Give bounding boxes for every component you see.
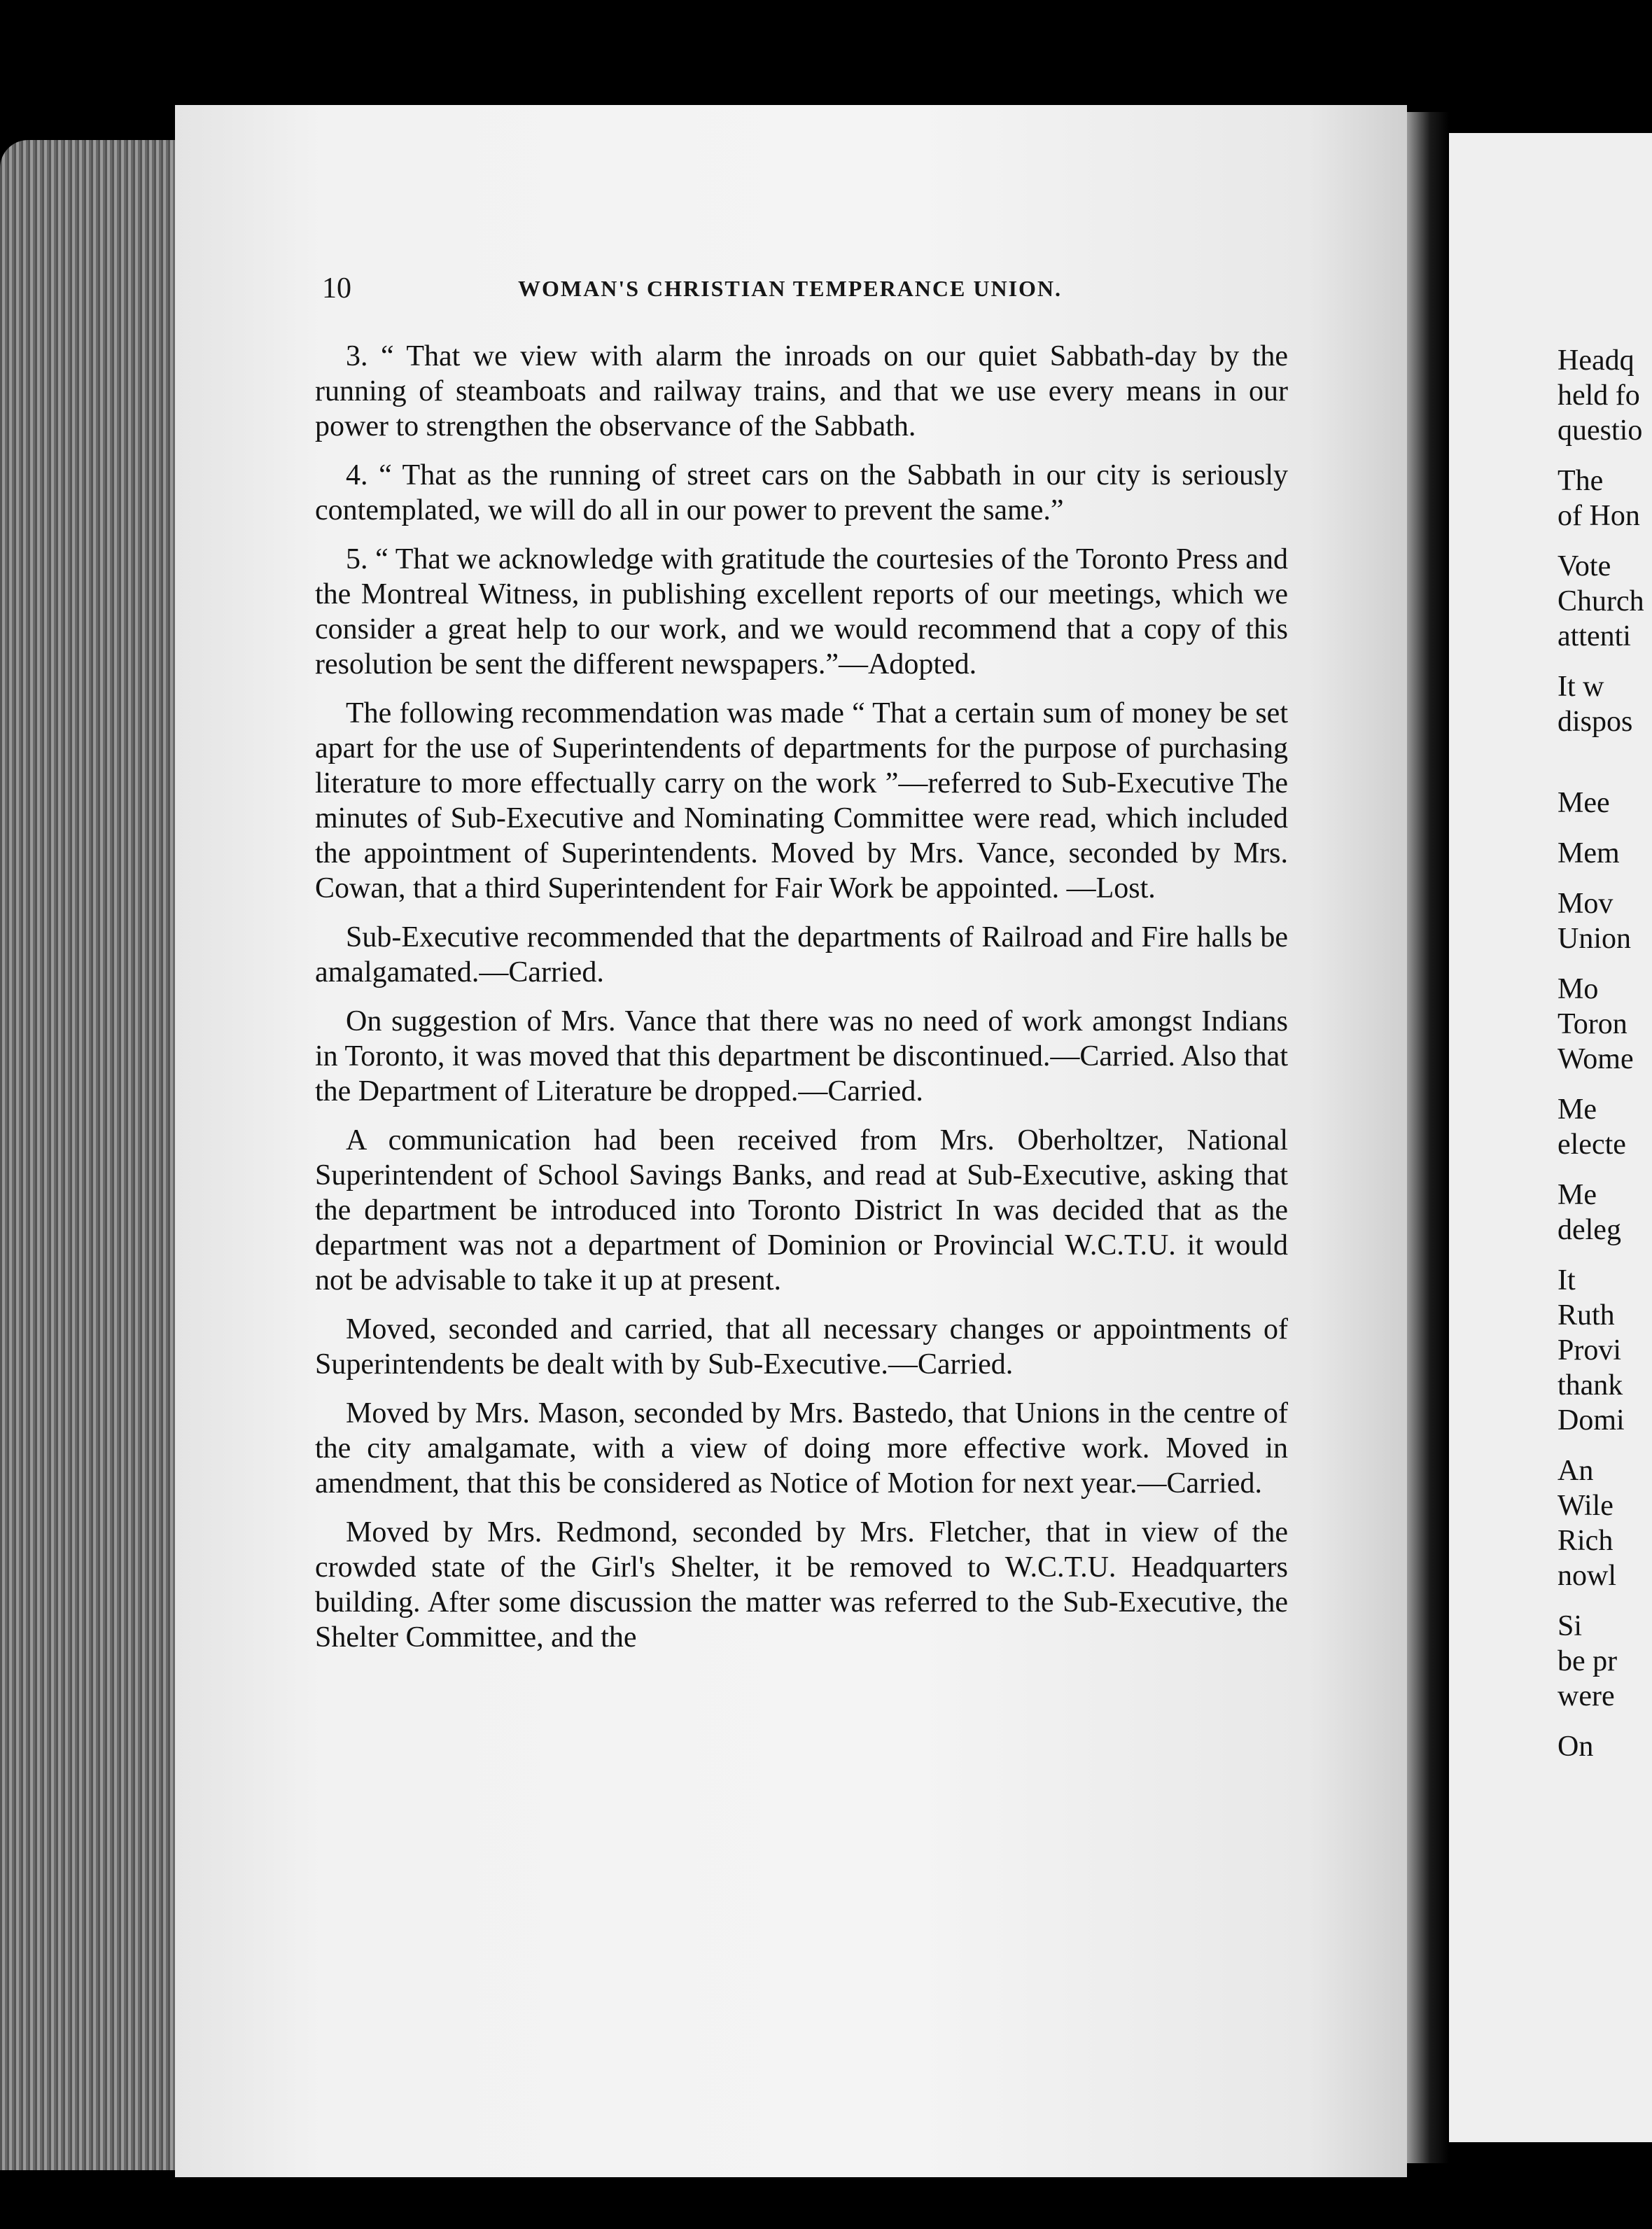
right-page-line: The xyxy=(1558,465,1604,497)
right-page-line: Provi xyxy=(1558,1334,1622,1367)
right-page-line xyxy=(1558,1593,1652,1609)
left-page-body xyxy=(315,339,1288,1669)
right-page-line: Mee xyxy=(1558,787,1610,819)
paragraph: Sub-Executive recommended that the departments of Railroad and Fire halls be amalgamated.—Carried. xyxy=(315,921,1288,988)
paragraph: Moved by Mrs. Mason, seconded by Mrs. Bastedo, that Unions in the centre of the city amalgamate, with a view of doing more effective work. Moved in amendment, that this be considered as Notice of Motion for next year.—Carried. xyxy=(315,1397,1288,1500)
right-page-line: nowl xyxy=(1558,1560,1616,1592)
right-page-line: Wile xyxy=(1558,1490,1614,1522)
right-page-line xyxy=(1558,1714,1652,1729)
right-page-line: Mo xyxy=(1558,973,1599,1005)
right-page-line: Rich xyxy=(1558,1525,1614,1557)
right-page-line xyxy=(1558,654,1652,669)
page-edges xyxy=(0,140,175,2170)
right-page-line: Church xyxy=(1558,585,1644,617)
right-page-line: of Hon xyxy=(1558,500,1640,532)
right-page-line: were xyxy=(1558,1680,1615,1712)
right-page-line: It w xyxy=(1558,671,1604,703)
right-page-line: Me xyxy=(1558,1179,1597,1211)
page-number: 10 xyxy=(322,272,351,305)
right-page-line: Toron xyxy=(1558,1008,1628,1040)
right-page-line: held fo xyxy=(1558,379,1640,412)
right-page-line: be pr xyxy=(1558,1645,1618,1677)
right-page-line: Headq xyxy=(1558,344,1634,377)
right-page-line: Vote xyxy=(1558,550,1611,582)
right-page-line: Mov xyxy=(1558,888,1614,920)
running-head: WOMAN'S CHRISTIAN TEMPERANCE UNION. xyxy=(518,276,1063,301)
paragraph: 4. “ That as the running of street cars on the Sabbath in our city is seriously contemplated, we will do all in our power to prevent the same.” xyxy=(315,459,1288,526)
right-page-line xyxy=(1558,820,1652,836)
right-page-line xyxy=(1558,1162,1652,1178)
right-page-text xyxy=(1558,343,1652,1764)
right-page-line: Union xyxy=(1558,923,1631,955)
right-page-line xyxy=(1558,770,1652,785)
right-page-line: An xyxy=(1558,1455,1594,1487)
book-gutter xyxy=(1407,112,1449,2163)
right-page-line: dispos xyxy=(1558,706,1633,738)
right-page-line xyxy=(1558,533,1652,549)
right-page-line xyxy=(1558,956,1652,972)
page-header xyxy=(322,267,1281,309)
right-page-line xyxy=(1558,1077,1652,1092)
paragraph: The following recommendation was made “ That a certain sum of money be set apart for the use of Superintendents of departments for the purpose of purchasing literature to more effectually carry on the work ”—referred to Sub-Executive The minutes of Sub-Executive and Nominating Committee were read, which included the appointment of Superintendents. Moved by Mrs. Vance, seconded by Mrs. Cowan, that a third Superintendent for Fair Work be appointed. —Lost. xyxy=(315,697,1288,904)
paragraph: 3. “ That we view with alarm the inroads on our quiet Sabbath-day by the running of steamboats and railway trains, and that we use every means in our power to strengthen the observance of the Sabbath. xyxy=(315,340,1288,442)
right-page-line: deleg xyxy=(1558,1214,1621,1246)
right-page-line xyxy=(1558,871,1652,886)
right-page-line: Domi xyxy=(1558,1404,1625,1437)
right-page-line: Ruth xyxy=(1558,1299,1615,1332)
right-page-line xyxy=(1558,448,1652,463)
right-page-line xyxy=(1558,1438,1652,1453)
right-page-line: attenti xyxy=(1558,620,1631,652)
right-page-line: Wome xyxy=(1558,1043,1634,1075)
right-page-line xyxy=(1558,755,1652,770)
paragraph: A communication had been received from Mrs. Oberholtzer, National Superintendent of School Savings Banks, and read at Sub-Executive, asking that the department be introduced into Toronto District In was decided that as the department was not a department of Dominion or Provincial W.C.T.U. it would not be advisable to take it up at present. xyxy=(315,1124,1288,1297)
right-page-line xyxy=(1558,1248,1652,1263)
right-page-line xyxy=(1558,739,1652,755)
paragraph: 5. “ That we acknowledge with gratitude the courtesies of the Toronto Press and the Montreal Witness, in publishing excellent reports of our meetings, which we consider a great help to our work, and we would recommend that a copy of this resolution be sent the different newspapers.”—Adopted. xyxy=(315,543,1288,680)
right-page-line: Me xyxy=(1558,1093,1597,1126)
right-page-line: electe xyxy=(1558,1129,1626,1161)
right-page-line: questio xyxy=(1558,414,1643,447)
right-page-line: thank xyxy=(1558,1369,1623,1402)
right-page-line: Si xyxy=(1558,1610,1583,1642)
paragraph: Moved, seconded and carried, that all necessary changes or appointments of Superintendents be dealt with by Sub-Executive.—Carried. xyxy=(315,1313,1288,1381)
right-page-line: On xyxy=(1558,1731,1594,1763)
right-page-line: Mem xyxy=(1558,837,1620,869)
paragraph: Moved by Mrs. Redmond, seconded by Mrs. Fletcher, that in view of the crowded state of the Girl's Shelter, it be removed to W.C.T.U. Headquarters building. After some discussion the matter was referred to the Sub-Executive, the Shelter Committee, and the xyxy=(315,1516,1288,1654)
right-page-line: It xyxy=(1558,1264,1576,1297)
paragraph: On suggestion of Mrs. Vance that there was no need of work amongst Indians in Toronto, it was moved that this department be discontinued.—Carried. Also that the Department of Literature be dropped.—Carried. xyxy=(315,1005,1288,1107)
